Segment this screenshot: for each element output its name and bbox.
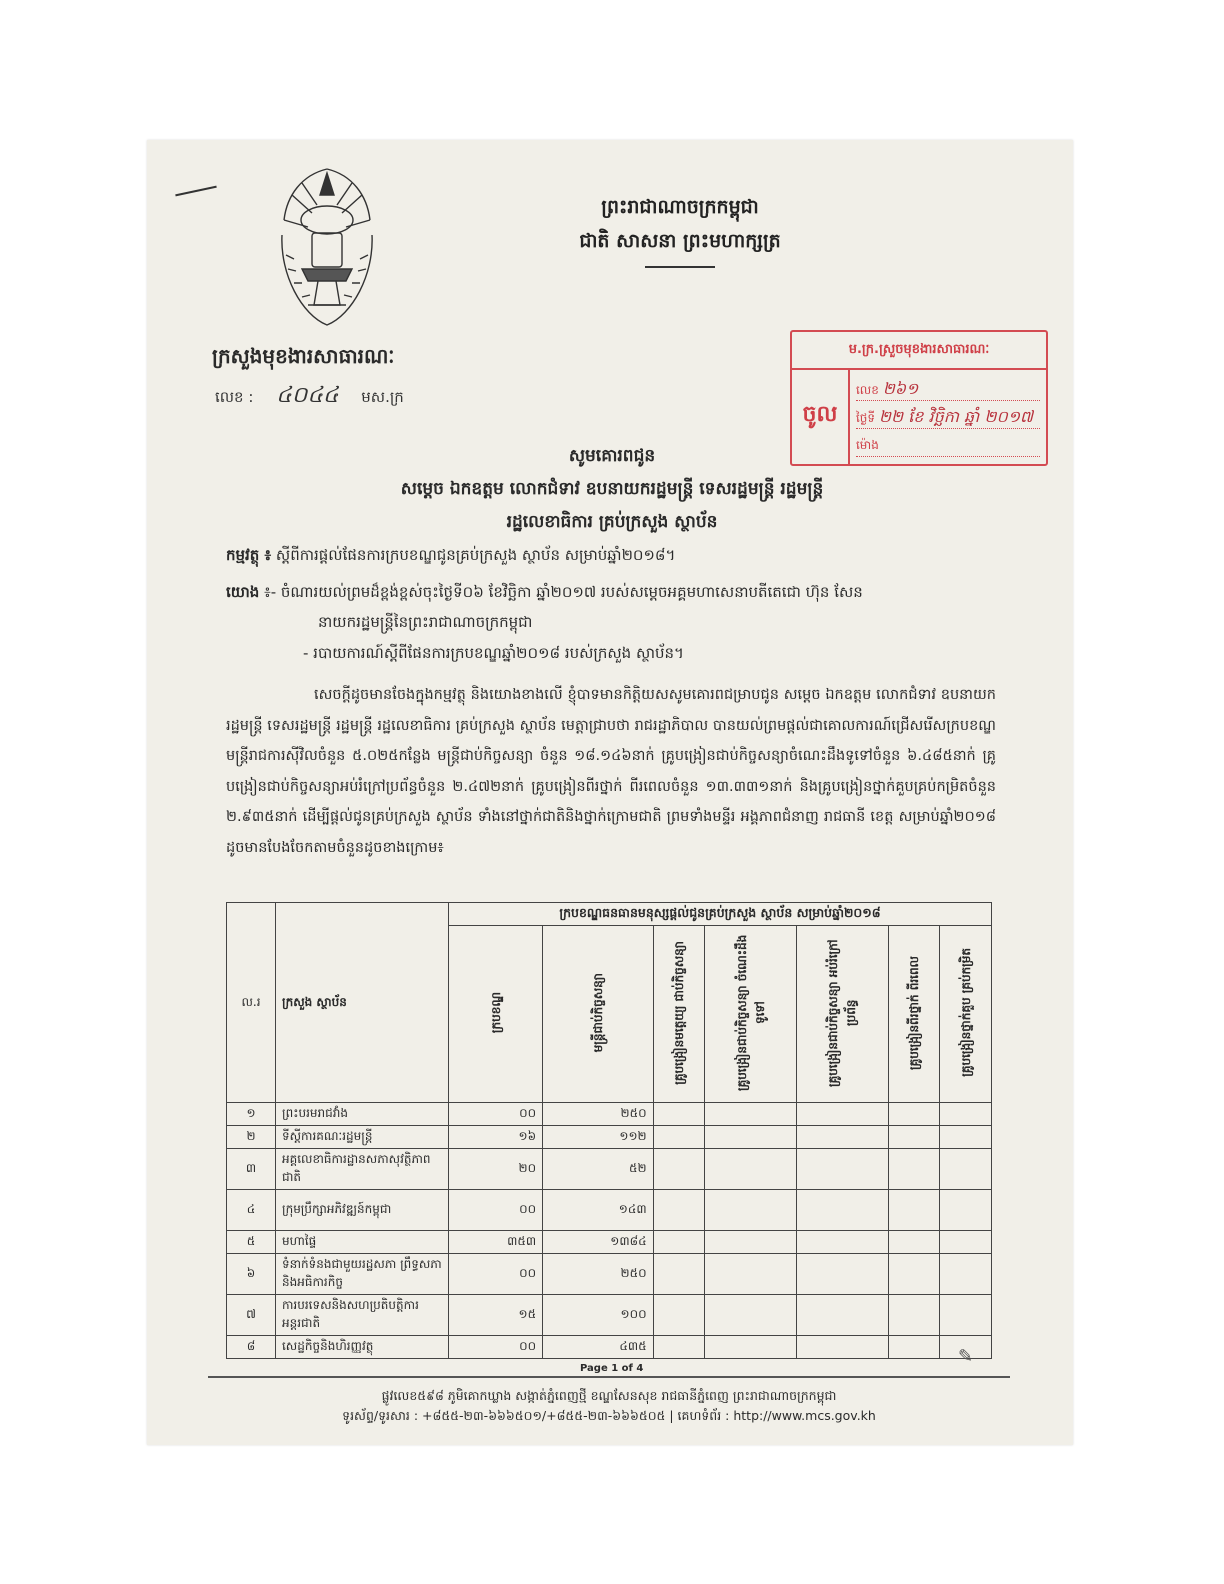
stamp-line-date-label: ថ្ងៃទី: [856, 411, 876, 425]
cell-empty: [940, 1126, 992, 1149]
handwritten-mark: ✎: [958, 1346, 974, 1367]
stamp-line-date: [856, 406, 1040, 429]
cell-empty: [653, 1103, 705, 1126]
cell-c1: ០០: [449, 1103, 543, 1126]
cell-name: ការបរទេសនិងសហប្រតិបត្តិការ អន្តរជាតិ: [276, 1295, 449, 1336]
cell-c1: ១៦: [449, 1126, 543, 1149]
cell-empty: [653, 1190, 705, 1231]
footer-divider: [208, 1376, 1010, 1378]
header-divider: [645, 266, 715, 268]
number-label: លេខ :: [215, 388, 254, 406]
cell-empty: [888, 1126, 940, 1149]
cell-no: ៥: [227, 1231, 276, 1254]
column-header-label: គ្រូបង្រៀនជាប់កិច្ចសន្យា ចំណេះដឹងទូទៅ: [734, 934, 767, 1091]
cell-empty: [705, 1254, 797, 1295]
salutation-line-1: សូមគោរពជូន: [568, 446, 656, 466]
cell-c1: ០០: [449, 1336, 543, 1359]
cell-empty: [940, 1149, 992, 1190]
table-row: [227, 1295, 992, 1336]
cell-empty: [705, 1149, 797, 1190]
cell-empty: [888, 1103, 940, 1126]
stamp-title: ម.ក្រ.ស្រួចមុខងារសាធារណៈ: [792, 332, 1046, 370]
number-value: ៤០៤៤: [276, 383, 339, 408]
national-motto: ជាតិ សាសនា ព្រះមហាក្សត្រ: [579, 230, 781, 252]
table-body: [227, 1103, 992, 1359]
stamp-line-time: ម៉ោង: [856, 434, 1040, 457]
stamp-line-number-label: លេខ: [856, 383, 879, 397]
cell-empty: [940, 1295, 992, 1336]
kingdom-title: ព្រះរាជាណាចក្រកម្ពុជា: [601, 196, 759, 218]
cell-no: ៣: [227, 1149, 276, 1190]
cell-empty: [653, 1126, 705, 1149]
cell-empty: [797, 1126, 889, 1149]
column-header-4: [705, 926, 797, 1103]
cell-empty: [797, 1295, 889, 1336]
cell-name: មហាផ្ទៃ: [276, 1231, 449, 1254]
column-header-label: មន្ត្រីជាប់កិច្ចសន្យា: [590, 972, 605, 1053]
cell-empty: [653, 1336, 705, 1359]
cell-c1: ២០: [449, 1149, 543, 1190]
cell-empty: [705, 1336, 797, 1359]
cell-c2: ២៥០: [543, 1254, 654, 1295]
cell-empty: [940, 1254, 992, 1295]
royal-emblem-icon: [262, 165, 392, 335]
cell-c1: ០០: [449, 1190, 543, 1231]
cell-c2: ១៤៣: [543, 1190, 654, 1231]
cell-empty: [653, 1231, 705, 1254]
cell-name: សេដ្ឋកិច្ចនិងហិរញ្ញវត្ថុ: [276, 1336, 449, 1359]
body-paragraph: សេចក្តីដូចមានចែងក្នុងកម្មវត្ថុ និងយោងខាងលើ ខ្ញុំបាទមានកិត្តិយសសូមគោរពជម្រាបជូន សម្តេច ឯកឧត្តម លោកជំទាវ ឧបនាយករដ្ឋមន្ត្រី ទេសរដ្ឋមន្ត្រី រដ្ឋមន្ត្រី រដ្ឋលេខាធិការ គ្រប់ក្រសួង ស្ថាប័ន មេត្តាជ្រាបថា រាជរដ្ឋាភិបាល បានយល់ព្រមផ្តល់ជាគោលការណ៍ជ្រើសរើសក្របខណ្ឌមន្ត្រីរាជការស៊ីវិលចំនួន ៥.០២៥កន្លែង មន្ត្រីជាប់កិច្ចសន្យា ចំនួន ១៨.១៤៦នាក់ គ្រូបង្រៀនជាប់កិច្ចសន្យាចំណេះដឹងទូទៅចំនួន ៦.៤៨៥នាក់ គ្រូបង្រៀនជាប់កិច្ចសន្យាអប់រំក្រៅប្រព័ន្ធចំនួន ២.៤៧២នាក់ គ្រូបង្រៀនពីរថ្នាក់ ពីរពេលចំនួន ១៣.៣៣១នាក់ និងគ្រូបង្រៀនថ្នាក់គួបគ្រប់កម្រិតចំនួន ២.៩៣៥នាក់ ដើម្បីផ្តល់ជូនគ្រប់ក្រសួង ស្ថាប័ន ទាំងនៅថ្នាក់ជាតិនិងថ្នាក់ក្រោមជាតិ ព្រមទាំងមន្ទីរ អង្គភាពជំនាញ រាជធានី ខេត្ត សម្រាប់ឆ្នាំ២០១៨ ដូចមានបែងចែកតាមចំនួនដូចខាងក្រោម៖: [226, 687, 996, 856]
table-row: [227, 1149, 992, 1190]
cell-empty: [653, 1254, 705, 1295]
salutation: [200, 440, 1024, 539]
cell-empty: [888, 1336, 940, 1359]
reference-line: [226, 577, 863, 607]
group-header: ក្របខណ្ឌធនធានមនុស្សផ្តល់ជូនគ្រប់ក្រសួង ស្ថាប័ន សម្រាប់ឆ្នាំ២០១៨: [449, 903, 992, 926]
footer-address: ផ្លូវលេខ៥៩៨ ភូមិគោកឃ្លាង សង្កាត់ភ្នំពេញថ្មី ខណ្ឌសែនសុខ រាជធានីភ្នំពេញ ព្រះរាជាណាចក្រកម្ពុជា: [381, 1388, 837, 1403]
cell-name: ទីស្តីការគណៈរដ្ឋមន្ត្រី: [276, 1126, 449, 1149]
footer-contact: ទូរស័ព្ទ/ទូរសារ : +៨៥៥-២៣-៦៦៦៥០១/+៨៥៥-២៣-៦៦៦៥០៥ | គេហទំព័រ : http://www.mcs.gov.kh: [342, 1408, 876, 1423]
cell-empty: [940, 1190, 992, 1231]
cell-empty: [940, 1231, 992, 1254]
reference-item-1: ៖- ចំណារយល់ព្រមដ៏ខ្ពង់ខ្ពស់ចុះថ្ងៃទី០៦ ខែវិច្ឆិកា ឆ្នាំ២០១៧ របស់សម្តេចអគ្គមហាសេនាបតីតេជោ ហ៊ុន សែន: [264, 583, 863, 601]
cell-empty: [888, 1190, 940, 1231]
reference-label: យោង: [226, 583, 260, 601]
cell-c1: ០០: [449, 1254, 543, 1295]
cell-empty: [705, 1103, 797, 1126]
cell-empty: [797, 1190, 889, 1231]
cell-empty: [797, 1231, 889, 1254]
salutation-line-3: រដ្ឋលេខាធិការ គ្រប់ក្រសួង ស្ថាប័ន: [506, 512, 718, 532]
column-header-7: [940, 926, 992, 1103]
number-suffix: មស.ក្រ: [361, 388, 404, 406]
cell-empty: [797, 1103, 889, 1126]
subject-label: កម្មវត្ថុ ៖: [226, 546, 272, 564]
cell-empty: [705, 1295, 797, 1336]
cell-empty: [797, 1336, 889, 1359]
column-header-label: គ្រូបង្រៀនថ្នាក់គួប គ្រប់កម្រិត: [958, 948, 973, 1077]
cell-no: ៤: [227, 1190, 276, 1231]
reference-number: [215, 381, 404, 413]
cell-name: ទំនាក់ទំនងជាមួយរដ្ឋសភា ព្រឹទ្ធសភានិងអធិការកិច្ច: [276, 1254, 449, 1295]
column-header-label: គ្រូបង្រៀនពីរថ្នាក់ ពីរពេល: [907, 955, 922, 1070]
cell-no: ៧: [227, 1295, 276, 1336]
column-header-5: [797, 926, 889, 1103]
cell-empty: [940, 1103, 992, 1126]
cell-c2: ៤៣៥: [543, 1336, 654, 1359]
cell-c2: ១៣៨៤: [543, 1231, 654, 1254]
table-row: [227, 1231, 992, 1254]
cell-empty: [797, 1149, 889, 1190]
stamp-line-number-value: ២៦១: [882, 379, 919, 398]
ministry-name: ក្រសួងមុខងារសាធារណៈ: [212, 344, 395, 368]
cell-name: ព្រះបរមរាជវាំង: [276, 1103, 449, 1126]
table-row: [227, 1336, 992, 1359]
cell-empty: [797, 1254, 889, 1295]
cell-empty: [653, 1295, 705, 1336]
subject-line: [226, 540, 675, 570]
stamp-line-date-value: ២២ ខែ វិច្ឆិកា ឆ្នាំ ២០១៧: [878, 407, 1034, 426]
footer: [208, 1386, 1010, 1426]
subject-text: ស្តីពីការផ្តល់ផែនការក្របខណ្ឌជូនគ្រប់ក្រសួង ស្ថាប័ន សម្រាប់ឆ្នាំ២០១៨។: [275, 546, 676, 564]
reference-item-1b: នាយករដ្ឋមន្ត្រីនៃព្រះរាជាណាចក្រកម្ពុជា: [318, 613, 533, 631]
column-header-2: [543, 926, 654, 1103]
page-number: Page 1 of 4: [580, 1363, 644, 1374]
column-header-1: [449, 926, 543, 1103]
cell-no: ១: [227, 1103, 276, 1126]
column-header-label: ក្របខណ្ឌ: [488, 991, 503, 1034]
cell-c2: ១០០: [543, 1295, 654, 1336]
stamp-line-number: [856, 378, 1040, 401]
cell-empty: [705, 1190, 797, 1231]
cell-empty: [888, 1254, 940, 1295]
table-row: [227, 1254, 992, 1295]
cell-empty: [705, 1126, 797, 1149]
salutation-line-2: សម្តេច ឯកឧត្តម លោកជំទាវ ឧបនាយករដ្ឋមន្ត្រី ទេសរដ្ឋមន្ត្រី រដ្ឋមន្ត្រី: [400, 479, 824, 499]
cell-c2: ២៥០: [543, 1103, 654, 1126]
column-header-3: [653, 926, 705, 1103]
cell-no: ៨: [227, 1336, 276, 1359]
cell-no: ៦: [227, 1254, 276, 1295]
table-row: [227, 1126, 992, 1149]
cell-c1: ១៥: [449, 1295, 543, 1336]
cell-empty: [653, 1149, 705, 1190]
cell-c1: ៣៥៣: [449, 1231, 543, 1254]
cell-c2: ៥២: [543, 1149, 654, 1190]
column-header-label: គ្រូបង្រៀនមត្តេយ្យ ជាប់កិច្ចសន្យា: [671, 940, 686, 1085]
column-header-label: គ្រូបង្រៀនជាប់កិច្ចសន្យា អប់រំក្រៅប្រព័ន្ធ: [826, 938, 859, 1087]
col-header-no: ល.រ: [227, 903, 276, 1103]
col-header-ministry: ក្រសួង ស្ថាប័ន: [276, 903, 449, 1103]
cell-name: អគ្គលេខាធិការដ្ឋានសភាសុវត្ថិភាពជាតិ: [276, 1149, 449, 1190]
cell-no: ២: [227, 1126, 276, 1149]
cell-empty: [888, 1149, 940, 1190]
reference-item-2: - របាយការណ៍ស្តីពីផែនការក្របខណ្ឌឆ្នាំ២០១៨ របស់ក្រសួង ស្ថាប័ន។: [303, 644, 684, 662]
cell-name: ក្រុមប្រឹក្សាអភិវឌ្ឍន៍កម្ពុជា: [276, 1190, 449, 1231]
column-header-6: [888, 926, 940, 1103]
cell-c2: ១១២: [543, 1126, 654, 1149]
table-row: [227, 1190, 992, 1231]
cell-empty: [888, 1295, 940, 1336]
allocation-table: [226, 902, 992, 1359]
stamp-label: ចូល: [792, 370, 850, 464]
table-row: [227, 1103, 992, 1126]
cell-empty: [705, 1231, 797, 1254]
cell-empty: [888, 1231, 940, 1254]
letterhead: [520, 190, 840, 268]
